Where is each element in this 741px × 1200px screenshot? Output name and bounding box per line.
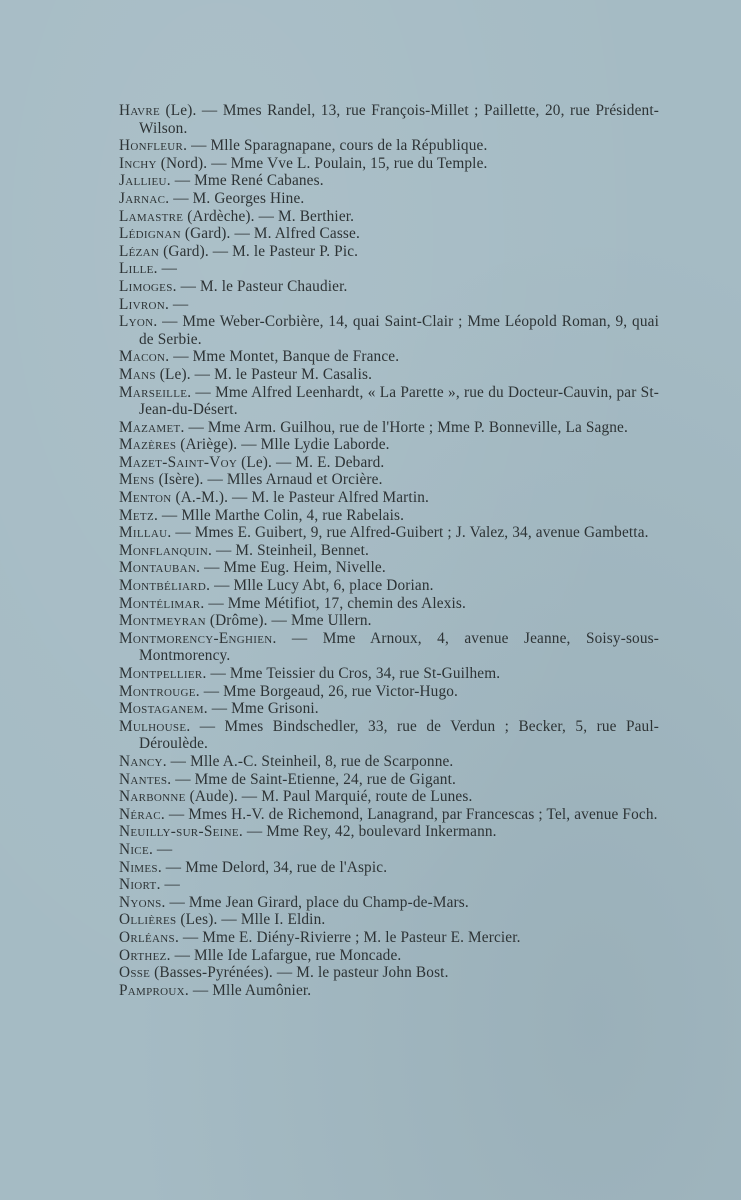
entry-details: . — Mlle Marthe Colin, 4, rue Rabelais. — [153, 506, 405, 524]
entry-details: . — Mme de Saint-Etienne, 24, rue de Gigant. — [167, 770, 456, 788]
entry-details: (Gard). — M. Alfred Casse. — [180, 225, 360, 243]
entry-town: Menton — [119, 489, 172, 507]
entry-town: Montpellier — [119, 665, 203, 682]
entry-details: (Aude). — M. Paul Marquié, route de Lunes. — [185, 788, 473, 806]
directory-entry — [119, 947, 659, 965]
entry-town: Jarnac — [119, 189, 166, 207]
directory-entry — [119, 771, 659, 789]
directory-entry — [119, 595, 659, 613]
entry-details: . — Mlle Aumônier. — [184, 981, 312, 999]
entry-details: (Isère). — Mlles Arnaud et Orcière. — [154, 471, 383, 489]
entry-town: Ollières — [119, 911, 177, 929]
directory-entry — [119, 489, 659, 507]
entry-details: (Ariège). — Mlle Lydie Laborde. — [176, 436, 390, 454]
entry-details: . — Mme Teissier du Cros, 34, rue St-Guilhem. — [202, 665, 501, 682]
entry-town: Neuilly-sur-Seine — [119, 823, 239, 841]
directory-entry — [119, 665, 659, 683]
entry-details: . — Mlle A.-C. Steinheil, 8, rue de Scarponne. — [162, 752, 454, 770]
directory-entry — [119, 384, 659, 419]
entry-details: . — Mmes H.-V. de Richemond, Lanagrand, par Francescas ; Tel, avenue Foch. — [160, 805, 658, 823]
entry-town: Montauban — [119, 559, 197, 577]
entry-details: . — Mmes Bindschedler, 33, rue de Verdun ; Becker, 5, rue Paul-Déroulède. — [139, 717, 659, 753]
entry-details: . — Mme René Cabanes. — [166, 172, 324, 190]
entry-town: Marseille — [119, 383, 188, 401]
entry-details: . — — [153, 260, 178, 278]
entry-details: . — Mme Eug. Heim, Nivelle. — [196, 559, 386, 577]
directory-entry — [119, 542, 659, 560]
entry-town: Macon — [119, 348, 166, 366]
entry-details: (Gard). — M. le Pasteur P. Pic. — [159, 242, 359, 260]
entry-town: Pamproux — [119, 981, 185, 999]
entry-town: Niort — [119, 876, 157, 894]
entry-town: Nimes — [119, 858, 158, 876]
directory-entry — [119, 454, 659, 472]
directory-entry — [119, 788, 659, 806]
entry-details: . — Mme Alfred Leenhardt, « La Parette », rue du Docteur-Cauvin, par St-Jean-du-Désert. — [139, 383, 659, 419]
entry-details: . — Mme Rey, 42, boulevard Inkermann. — [238, 823, 497, 841]
entry-details: (Le). — Mmes Randel, 13, rue François-Millet ; Paillette, 20, rue Président-Wilson. — [139, 102, 659, 137]
directory-entry — [119, 806, 659, 824]
directory-entry — [119, 208, 659, 226]
entry-details: . — M. Georges Hine. — [165, 189, 305, 207]
entry-details: (Basses-Pyrénées). — M. le pasteur John Bost. — [150, 964, 449, 982]
entry-details: . — Mme Métifiot, 17, chemin des Alexis. — [200, 594, 466, 612]
directory-entry — [119, 137, 659, 155]
directory-entry — [119, 929, 659, 947]
entry-details: . — Mme Arm. Guilhou, rue de l'Horte ; Mme P. Bonneville, La Sagne. — [180, 418, 628, 436]
entry-details: . — M. le Pasteur Chaudier. — [172, 277, 348, 295]
entry-details: . — Mme Montet, Banque de France. — [165, 348, 400, 366]
entry-details: . — Mme Grisoni. — [203, 700, 319, 718]
entry-details: . — Mlle Ide Lafargue, rue Moncade. — [166, 946, 402, 964]
directory-entry — [119, 612, 659, 630]
directory-list — [119, 102, 659, 999]
entry-details: (A.-M.). — M. le Pasteur Alfred Martin. — [171, 489, 429, 507]
entry-town: Millau — [119, 524, 168, 542]
directory-entry — [119, 559, 659, 577]
entry-town: Nancy — [119, 752, 163, 770]
directory-entry — [119, 278, 659, 296]
directory-entry — [119, 436, 659, 454]
entry-town: Lézan — [119, 242, 160, 260]
entry-town: Montmeyran — [119, 612, 206, 630]
directory-entry — [119, 507, 659, 525]
entry-details: . — Mme E. Diény-Rivierre ; M. le Pasteur E. Mercier. — [174, 928, 521, 946]
entry-town: Montélimar — [119, 594, 201, 612]
entry-details: . — Mme Weber-Corbière, 14, quai Saint-Clair ; Mme Léopold Roman, 9, quai de Serbie. — [139, 313, 659, 348]
entry-town: Mulhouse — [119, 717, 187, 735]
directory-entry — [119, 577, 659, 595]
directory-entry — [119, 964, 659, 982]
entry-details: (Les). — Mlle I. Eldin. — [176, 911, 326, 929]
directory-entry — [119, 102, 659, 137]
entry-town: Montmorency-Enghien — [119, 629, 273, 647]
directory-entry — [119, 313, 659, 348]
entry-details: (Ardèche). — M. Berthier. — [183, 207, 355, 225]
entry-town: Montrouge — [119, 682, 196, 700]
entry-town: Metz — [119, 506, 154, 524]
entry-town: Montbéliard — [119, 577, 207, 595]
directory-entry — [119, 982, 659, 1000]
entry-town: Nyons — [119, 893, 162, 911]
directory-entry — [119, 260, 659, 278]
directory-entry — [119, 700, 659, 718]
directory-entry — [119, 366, 659, 384]
entry-town: Mens — [119, 471, 155, 489]
directory-entry — [119, 841, 659, 859]
directory-entry — [119, 172, 659, 190]
entry-details: . — — [148, 840, 173, 858]
directory-entry — [119, 296, 659, 314]
entry-town: Mans — [119, 365, 156, 383]
directory-entry — [119, 718, 659, 753]
entry-town: Mazamet — [119, 418, 181, 436]
directory-entry — [119, 419, 659, 437]
entry-details: (Drôme). — Mme Ullern. — [205, 612, 372, 630]
directory-entry — [119, 894, 659, 912]
entry-town: Lyon — [119, 313, 154, 331]
directory-entry — [119, 348, 659, 366]
directory-entry — [119, 630, 659, 665]
directory-entry — [119, 876, 659, 894]
entry-town: Orthez — [119, 946, 167, 964]
directory-entry — [119, 225, 659, 243]
entry-details: . — Mlle Lucy Abt, 6, place Dorian. — [206, 577, 434, 595]
directory-entry — [119, 471, 659, 489]
entry-town: Nantes — [119, 770, 168, 788]
entry-town: Nérac — [119, 805, 161, 823]
directory-entry — [119, 243, 659, 261]
entry-town: Lédignan — [119, 225, 181, 243]
directory-entry — [119, 524, 659, 542]
directory-entry — [119, 155, 659, 173]
entry-town: Mazères — [119, 436, 177, 454]
entry-town: Orléans — [119, 928, 175, 946]
entry-details: (Le). — M. E. Debard. — [237, 453, 385, 471]
entry-details: . — — [164, 295, 189, 313]
entry-town: Limoges — [119, 277, 173, 295]
entry-town: Havre — [119, 102, 161, 119]
directory-entry — [119, 859, 659, 877]
entry-town: Monflanquin — [119, 541, 209, 559]
entry-details: . — Mme Arnoux, 4, avenue Jeanne, Soisy-sous-Montmorency. — [139, 629, 659, 665]
entry-details: . — M. Steinheil, Bennet. — [208, 541, 369, 559]
entry-details: (Nord). — Mme Vve L. Poulain, 15, rue du Temple. — [156, 154, 488, 172]
entry-town: Mazet-Saint-Voy — [119, 453, 238, 471]
entry-town: Mostaganem — [119, 700, 204, 718]
entry-details: . — — [156, 876, 180, 894]
directory-entry — [119, 190, 659, 208]
entry-town: Inchy — [119, 154, 157, 172]
entry-town: Lille — [119, 260, 154, 278]
entry-details: . — Mlle Sparagnapane, cours de la République. — [183, 137, 488, 155]
directory-entry — [119, 911, 659, 929]
directory-entry — [119, 683, 659, 701]
entry-town: Honfleur — [119, 137, 184, 155]
entry-town: Livron — [119, 295, 165, 313]
directory-entry — [119, 753, 659, 771]
entry-town: Nice — [119, 840, 149, 858]
directory-entry — [119, 823, 659, 841]
entry-details: (Le). — M. le Pasteur M. Casalis. — [155, 365, 373, 383]
entry-details: . — Mme Jean Girard, place du Champ-de-Mars. — [161, 893, 469, 911]
entry-details: . — Mmes E. Guibert, 9, rue Alfred-Guibert ; J. Valez, 34, avenue Gambetta. — [167, 524, 649, 542]
entry-details: . — Mme Borgeaud, 26, rue Victor-Hugo. — [195, 682, 459, 700]
entry-details: . — Mme Delord, 34, rue de l'Aspic. — [157, 858, 388, 876]
entry-town: Lamastre — [119, 207, 184, 225]
entry-town: Jallieu — [119, 172, 167, 190]
entry-town: Osse — [119, 964, 151, 982]
entry-town: Narbonne — [119, 788, 186, 806]
